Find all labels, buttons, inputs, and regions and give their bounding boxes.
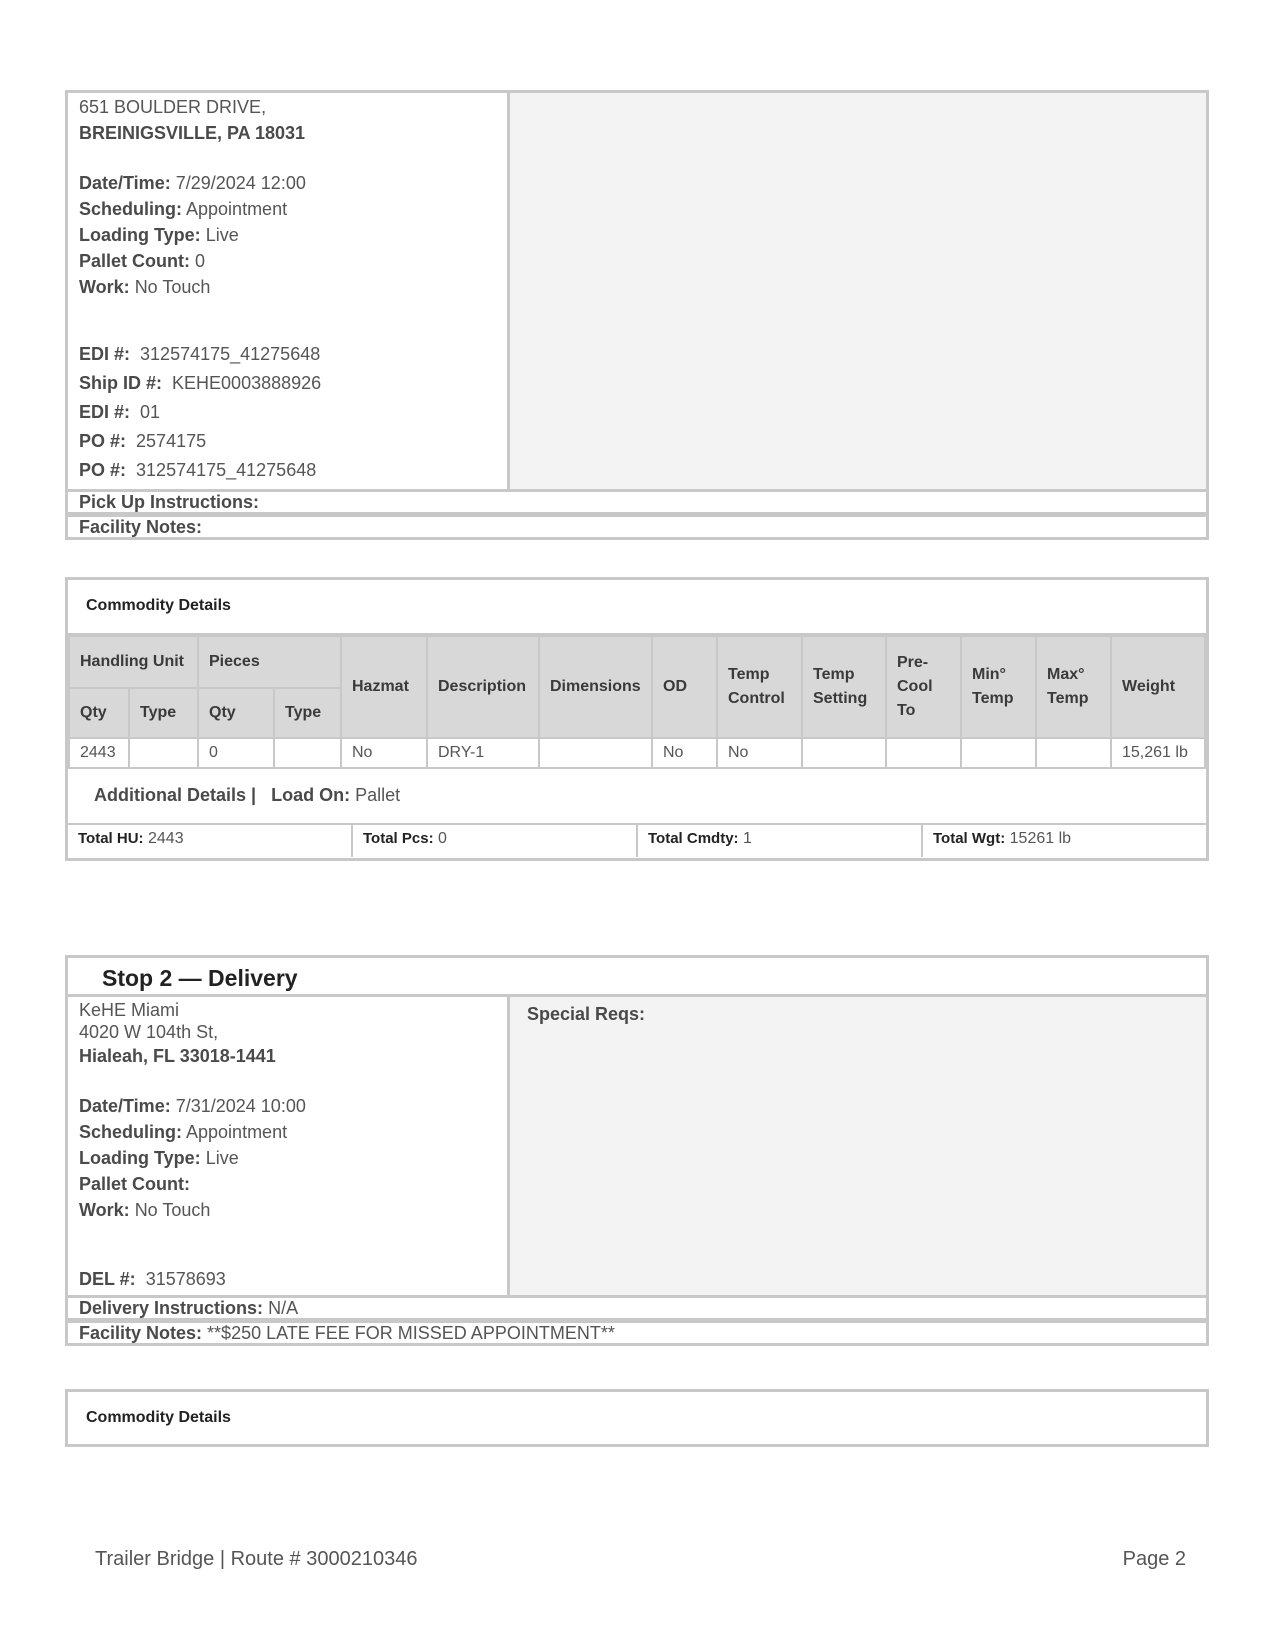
- commodity-details-panel: [65, 577, 1209, 861]
- cell-temp-control: No: [717, 738, 802, 768]
- total-wgt: Total Wgt: 15261 lb: [933, 830, 1072, 847]
- cell-temp-setting: [802, 738, 886, 768]
- total-pcs: Total Pcs: 0: [353, 825, 638, 857]
- stop2-special-reqs-cell: [510, 997, 1206, 1295]
- stop2-pallet-count: Pallet Count:: [79, 1174, 190, 1194]
- cell-hazmat: No: [341, 738, 427, 768]
- stop2-special-reqs-label: Special Reqs:: [527, 1004, 646, 1024]
- col-pre-cool: Pre-Cool To: [886, 636, 961, 738]
- stop1-ref-edi-2: EDI #: 01: [79, 402, 161, 422]
- cell-hu-qty: 2443: [69, 738, 129, 768]
- stop1-address-cell: [68, 93, 510, 489]
- commodity-details-title-2: Commodity Details: [86, 1409, 231, 1426]
- stop1-address-panel: [65, 90, 1209, 492]
- stop2-header: [65, 955, 1209, 997]
- stop2-facility-name: KeHE Miami: [79, 1000, 180, 1020]
- stop1-address-line1: 651 BOULDER DRIVE,: [79, 97, 267, 117]
- total-cmdty: Total Cmdty: 1: [638, 825, 923, 857]
- col-hu-type: Type: [129, 688, 198, 738]
- additional-details-row: Additional Details | Load On: Pallet: [68, 769, 1206, 825]
- footer-page-number: Page 2: [1122, 1548, 1186, 1570]
- col-pc-type: Type: [274, 688, 341, 738]
- stop1-pickup-instructions-row: Pick Up Instructions:: [65, 489, 1209, 515]
- col-min-temp: Min° Temp: [961, 636, 1036, 738]
- col-max-temp: Max° Temp: [1036, 636, 1111, 738]
- stop2-scheduling: Scheduling: Appointment: [79, 1122, 288, 1142]
- stop2-date-time: Date/Time: 7/31/2024 10:00: [79, 1096, 306, 1116]
- stop2-address-line1: 4020 W 104th St,: [79, 1022, 219, 1042]
- stop1-ref-edi: EDI #: 312574175_41275648: [79, 344, 321, 364]
- stop2-title: Stop 2 — Delivery: [102, 965, 298, 991]
- col-dimensions: Dimensions: [539, 636, 652, 738]
- stop1-ref-po-2: PO #: 312574175_41275648: [79, 460, 317, 480]
- stop1-facility-notes-row: Facility Notes:: [65, 514, 1209, 540]
- col-hazmat: Hazmat: [341, 636, 427, 738]
- col-pieces: Pieces: [198, 636, 341, 688]
- stop1-special-reqs-cell: [510, 93, 1206, 489]
- stop2-address-panel: [65, 994, 1209, 1298]
- stop1-ref-po: PO #: 2574175: [79, 431, 207, 451]
- footer-route: Trailer Bridge | Route # 3000210346: [95, 1548, 418, 1570]
- stop2-address-cell: [68, 997, 510, 1295]
- commodity-details-title: Commodity Details: [68, 580, 1206, 635]
- stop1-work: Work: No Touch: [79, 277, 211, 297]
- totals-row: [68, 825, 1206, 857]
- stop1-loading-type: Loading Type: Live: [79, 225, 239, 245]
- stop2-loading-type: Loading Type: Live: [79, 1148, 239, 1168]
- col-description: Description: [427, 636, 539, 738]
- cell-max-temp: [1036, 738, 1111, 768]
- stop1-date-time: Date/Time: 7/29/2024 12:00: [79, 173, 306, 193]
- col-weight: Weight: [1111, 636, 1205, 738]
- cell-pre-cool: [886, 738, 961, 768]
- stop1-ref-ship-id: Ship ID #: KEHE0003888926: [79, 373, 322, 393]
- col-pc-qty: Qty: [198, 688, 274, 738]
- cell-description: DRY-1: [427, 738, 539, 768]
- cell-od: No: [652, 738, 717, 768]
- table-row: [69, 738, 1205, 768]
- cell-min-temp: [961, 738, 1036, 768]
- stop1-scheduling: Scheduling: Appointment: [79, 199, 288, 219]
- col-hu-qty: Qty: [69, 688, 129, 738]
- cell-pc-qty: 0: [198, 738, 274, 768]
- stop2-ref-del: DEL #: 31578693: [79, 1269, 226, 1289]
- col-temp-setting: Temp Setting: [802, 636, 886, 738]
- cell-hu-type: [129, 738, 198, 768]
- commodity-table: [68, 635, 1206, 769]
- stop2-work: Work: No Touch: [79, 1200, 211, 1220]
- total-hu: Total HU: 2443: [68, 825, 353, 857]
- stop2-delivery-instructions-row: Delivery Instructions: N/A: [65, 1295, 1209, 1321]
- stop2-facility-notes-row: Facility Notes: **$250 LATE FEE FOR MISSED APPOINTMENT**: [65, 1320, 1209, 1346]
- stop2-address-line2: Hialeah, FL 33018-1441: [79, 1046, 276, 1066]
- stop1-address-line2: BREINIGSVILLE, PA 18031: [79, 123, 306, 143]
- commodity-details-panel-2: [65, 1389, 1209, 1447]
- col-handling-unit: Handling Unit: [69, 636, 198, 688]
- stop1-pallet-count: Pallet Count: 0: [79, 251, 206, 271]
- col-od: OD: [652, 636, 717, 738]
- cell-dimensions: [539, 738, 652, 768]
- cell-weight: 15,261 lb: [1111, 738, 1205, 768]
- cell-pc-type: [274, 738, 341, 768]
- col-temp-control: Temp Control: [717, 636, 802, 738]
